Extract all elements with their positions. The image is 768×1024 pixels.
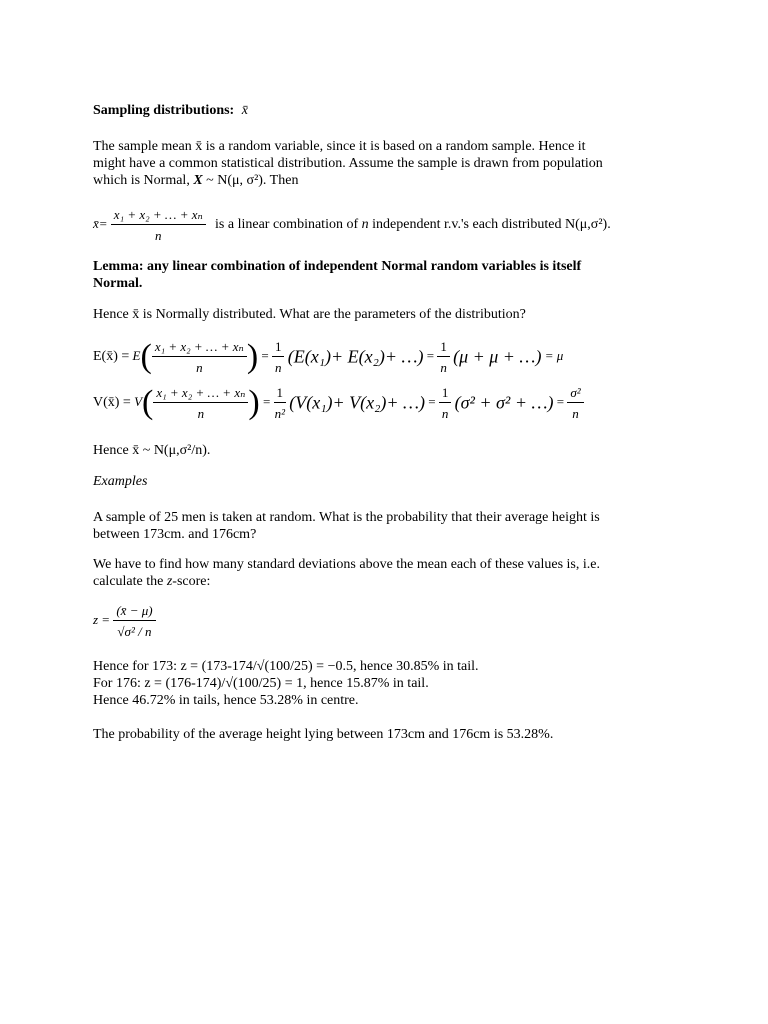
intro-paragraph [93, 138, 693, 189]
variance-lhs: V(x̄) = [93, 394, 131, 410]
expectation-lhs: E(x̄) = [93, 348, 130, 364]
intro-line-3: which is Normal, X ~ N(μ, σ²). Then [93, 173, 299, 188]
mean-definition-formula [93, 206, 611, 244]
result-176: For 176: z = (176-174)/√(100/25) = 1, hence 15.87% in tail. [93, 676, 429, 691]
z-score-results [93, 658, 693, 709]
result-tails: Hence 46.72% in tails, hence 53.28% in centre. [93, 693, 359, 708]
parameters-question: Hence x̄ is Normally distributed. What are the parameters of the distribution? [93, 307, 526, 322]
section-heading [93, 102, 693, 119]
xbar-lhs: x̄= [93, 215, 108, 231]
lemma-line-1: Lemma: any linear combination of independent Normal random variables is itself [93, 259, 582, 274]
expectation-fraction: $\frac{\text{x₁ + x₂ + … + xₙ}}{n}$ [152, 338, 247, 376]
heading-label: Sampling distributions: [93, 103, 235, 118]
expectation-result: = μ [544, 347, 564, 363]
intro-line-1: The sample mean x̄ is a random variable, since it is based on a random sample. Hence it [93, 139, 586, 154]
variance-fraction: $\frac{\text{x₁ + x₂ + … + xₙ}}{n}$ [153, 384, 248, 422]
expectation-equation: E(x̄) = E( $\frac{\text{x₁ + x₂ + … + xₙ}}{n}$ ) = $\frac{1}{n}$ (E(x₁)+ E(x₂)+ …) = $\frac{1}{n}$ (μ + μ + …) = μ [93, 338, 564, 375]
final-answer: The probability of the average height lying between 173cm and 176cm is 53.28%. [93, 727, 554, 742]
heading-symbol: x̄ [241, 103, 248, 118]
z-fraction: $\frac{(x̄ - \mu)}{\text{√σ² / n}}$ [113, 602, 155, 640]
examples-title: Examples [93, 474, 148, 489]
lemma [93, 258, 693, 292]
result-173: Hence for 173: z = (173-174/√(100/25) = −0.5, hence 30.85% in tail. [93, 659, 479, 674]
z-score-formula: z = $\frac{(x̄ - \mu)}{\text{√σ² / n}}$ [93, 602, 156, 640]
distribution-conclusion: Hence x̄ ~ N(μ,σ²/n). [93, 443, 211, 458]
z-score-explanation: We have to find how many standard deviations above the mean each of these values is, i.e. calculate the z-score: [93, 557, 600, 589]
linear-combination-text: is a linear combination of n independent r.v.'s each distributed N(μ,σ²). [215, 216, 611, 232]
variance-result: $\frac{\text{σ²}}{n}$ [567, 384, 583, 422]
mean-fraction: $\frac{\text{x₁ + x₂ + … + xₙ}}{n}$ [111, 206, 206, 244]
variance-equation: V(x̄) = V( $\frac{\text{x₁ + x₂ + … + xₙ}}{n}$ ) = $\frac{1}{\text{n²}}$ (V(x₁)+ V(x₂)+ …) = $\frac{1}{n}$ (σ² + σ² + …) = $\frac{\text{σ²}}{n}$ [93, 384, 584, 422]
example-question: A sample of 25 men is taken at random. What is the probability that their average height is between 173cm. and 176cm? [93, 510, 600, 542]
intro-line-2: might have a common statistical distribution. Assume the sample is drawn from population [93, 156, 603, 171]
lemma-line-2: Normal. [93, 276, 143, 291]
